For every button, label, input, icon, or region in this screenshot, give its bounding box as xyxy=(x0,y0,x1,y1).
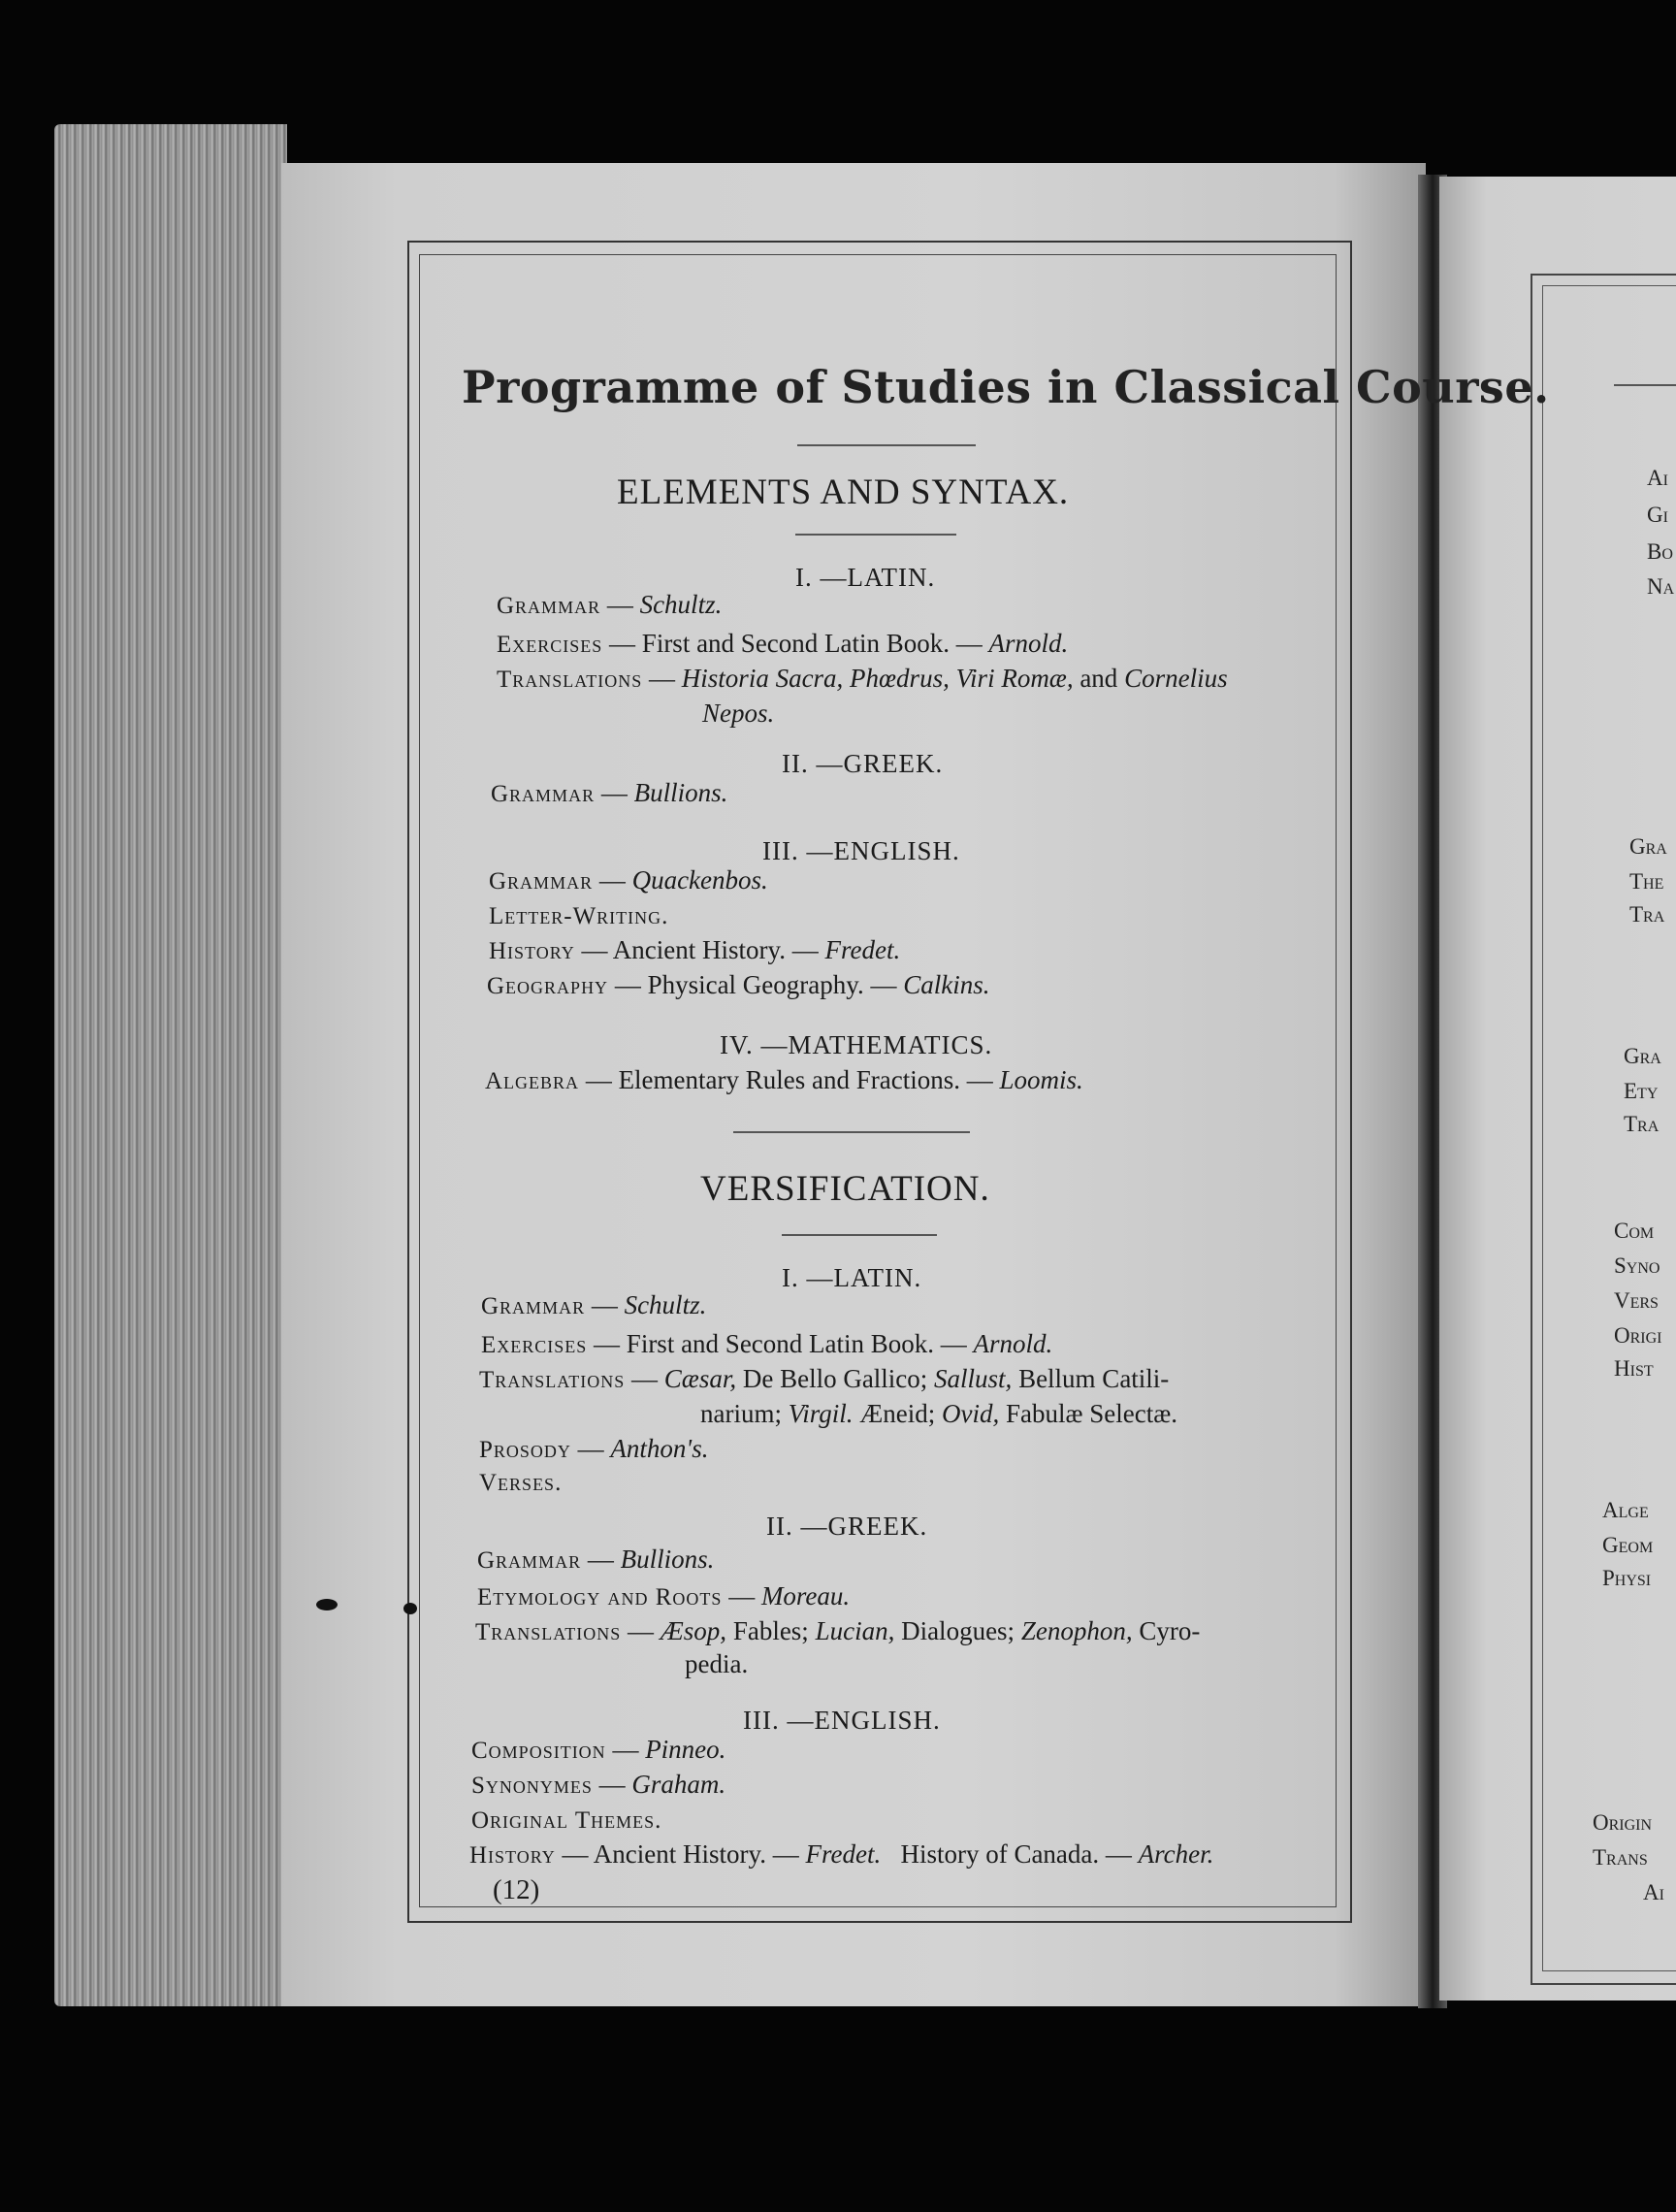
entry-text: Cornelius xyxy=(1124,664,1228,693)
right-fragment: Ai xyxy=(1643,1880,1664,1904)
entry-text: First and Second Latin Book. xyxy=(626,1329,935,1358)
entry-grammar: Grammar — Bullions. xyxy=(491,778,728,807)
subsection-heading: III. —ENGLISH. xyxy=(762,836,960,865)
entry-author: Bullions. xyxy=(633,778,728,807)
entry-author: Fredet. xyxy=(805,1839,882,1869)
entry-letter-writing xyxy=(489,900,668,930)
right-fragment: Physi xyxy=(1602,1566,1652,1590)
right-fragment: Com xyxy=(1614,1219,1655,1243)
entry-continuation: pedia. xyxy=(685,1649,749,1678)
entry-verses xyxy=(479,1467,562,1497)
entry-translations: Translations — Cæsar, De Bello Gallico; Sallust, Bellum Catili- xyxy=(479,1364,1170,1393)
entry-text: History of Canada. xyxy=(900,1839,1100,1869)
entry-author: Pinneo. xyxy=(645,1735,726,1764)
entry-author: Anthon's. xyxy=(610,1434,709,1463)
entry-grammar: Grammar — Bullions. xyxy=(477,1545,715,1574)
entry-history: History — Ancient History. — Fredet. xyxy=(489,935,901,964)
entry-author: Moreau. xyxy=(760,1581,851,1610)
entry-text: De Bello Gallico; xyxy=(742,1364,928,1393)
entry-label: Exercises xyxy=(481,1332,588,1358)
right-fragment: Tra xyxy=(1624,1112,1660,1136)
entry-continuation xyxy=(700,1399,1177,1429)
entry-label: Grammar xyxy=(497,593,601,619)
entry-label: Letter-Writing. xyxy=(489,903,669,929)
entry-text: Elementary Rules and Fractions. xyxy=(618,1065,960,1094)
entry-author: Virgil. xyxy=(788,1399,854,1428)
entry-translations: Translations — Historia Sacra, Phœdrus, Viri Romæ, and Cornelius xyxy=(497,664,1228,693)
entry-author: Graham. xyxy=(631,1770,726,1799)
page-title: Programme of Studies in Classical Course. xyxy=(462,361,1550,413)
section-divider xyxy=(733,1131,970,1133)
entry-original-themes xyxy=(471,1805,661,1835)
entry-text: Ancient History. xyxy=(593,1839,766,1869)
ink-blot xyxy=(403,1603,417,1614)
right-page-rule xyxy=(1614,384,1676,386)
entry-label: Grammar xyxy=(489,868,594,895)
subsection-heading: I. —LATIN. xyxy=(795,563,936,592)
entry-text: First and Second Latin Book. xyxy=(641,629,951,658)
entry-label: Prosody xyxy=(479,1437,571,1463)
section-heading: VERSIFICATION. xyxy=(700,1169,990,1209)
entry-author: Bullions. xyxy=(620,1545,715,1574)
right-fragment: Gra xyxy=(1629,834,1667,859)
entry-label: Grammar xyxy=(477,1547,582,1574)
entry-translations: Translations — Æsop, Fables; Lucian, Dialogues; Zenophon, Cyro- xyxy=(475,1616,1201,1645)
subsection-heading: I. —LATIN. xyxy=(782,1263,922,1292)
entry-text: Fables; xyxy=(732,1616,809,1645)
entry-continuation: Nepos. xyxy=(702,699,775,728)
entry-label: Exercises xyxy=(497,632,603,658)
entry-label: Composition xyxy=(471,1738,606,1764)
right-fragment: Hist xyxy=(1614,1356,1654,1381)
entry-label: Translations xyxy=(497,667,643,693)
entry-author: Calkins. xyxy=(903,970,990,999)
entry-author: Arnold. xyxy=(973,1329,1053,1358)
entry-label: History xyxy=(469,1842,556,1869)
entry-geography: Geography — Physical Geography. — Calkins. xyxy=(487,970,990,999)
right-fragment: Na xyxy=(1647,574,1675,599)
entry-author: Arnold. xyxy=(988,629,1069,658)
subsection-heading: IV. —MATHEMATICS. xyxy=(720,1030,993,1059)
section-rule xyxy=(795,534,956,536)
entry-text: Physical Geography. xyxy=(647,970,864,999)
right-fragment: Vers xyxy=(1614,1288,1659,1313)
entry-algebra: Algebra — Elementary Rules and Fractions. — Loomis. xyxy=(485,1065,1083,1094)
entry-label: Grammar xyxy=(481,1293,586,1319)
entry-author: Archer. xyxy=(1138,1839,1214,1869)
entry-author: Sallust, xyxy=(934,1364,1013,1393)
entry-author: Æsop, xyxy=(660,1616,727,1645)
right-fragment: Gra xyxy=(1624,1044,1661,1068)
entry-etymology: Etymology and Roots — Moreau. xyxy=(477,1581,851,1610)
entry-label: Synonymes xyxy=(471,1773,593,1799)
entry-author: Loomis. xyxy=(999,1065,1083,1094)
right-fragment: Alge xyxy=(1602,1498,1649,1522)
entry-label: Translations xyxy=(479,1367,626,1393)
subsection-heading: III. —ENGLISH. xyxy=(743,1706,941,1735)
entry-text: Cyro- xyxy=(1139,1616,1201,1645)
entry-label: Geography xyxy=(487,973,609,999)
entry-author: Schultz. xyxy=(639,590,723,619)
title-rule xyxy=(797,444,976,446)
entry-text: Fabulæ Selectæ. xyxy=(1005,1399,1177,1428)
entry-label: Grammar xyxy=(491,781,596,807)
right-fragment: Trans xyxy=(1593,1845,1648,1870)
right-fragment: Tra xyxy=(1629,902,1665,927)
right-fragment: Ety xyxy=(1624,1079,1659,1103)
entry-grammar: Grammar — Schultz. xyxy=(497,590,723,619)
section-rule xyxy=(782,1234,937,1236)
entry-author: Fredet. xyxy=(824,935,901,964)
entry-grammar: Grammar — Schultz. xyxy=(481,1290,707,1319)
right-fragment: Ai xyxy=(1647,466,1668,490)
ink-blot xyxy=(316,1599,338,1610)
entry-text: Æneid; xyxy=(859,1399,936,1428)
entry-text: and xyxy=(1080,664,1118,693)
entry-history: History — Ancient History. — Fredet. History of Canada. — Archer. xyxy=(469,1839,1214,1869)
entry-label: Translations xyxy=(475,1619,622,1645)
entry-label: History xyxy=(489,938,575,964)
right-fragment: Origi xyxy=(1614,1323,1662,1348)
entry-author: Cæsar, xyxy=(663,1364,737,1393)
subsection-heading: II. —GREEK. xyxy=(782,749,944,778)
right-fragment: Bo xyxy=(1647,539,1673,564)
right-fragment: Geom xyxy=(1602,1533,1654,1557)
entry-text: narium; xyxy=(700,1399,782,1428)
entry-prosody: Prosody — Anthon's. xyxy=(479,1434,709,1463)
entry-text: Dialogues; xyxy=(901,1616,1015,1645)
entry-label: Etymology and Roots xyxy=(477,1584,723,1610)
entry-author: Schultz. xyxy=(624,1290,707,1319)
entry-label: Algebra xyxy=(485,1068,580,1094)
entry-synonymes: Synonymes — Graham. xyxy=(471,1770,726,1799)
entry-text: Bellum Catili- xyxy=(1018,1364,1170,1393)
entry-label: Original Themes. xyxy=(471,1807,662,1834)
entry-text: Ancient History. xyxy=(612,935,786,964)
section-heading: ELEMENTS AND SYNTAX. xyxy=(617,472,1070,512)
entry-composition: Composition — Pinneo. xyxy=(471,1735,726,1764)
entry-author: Zenophon, xyxy=(1020,1616,1133,1645)
page-number: (12) xyxy=(493,1874,540,1905)
right-fragment: The xyxy=(1629,869,1664,894)
right-fragment: Origin xyxy=(1593,1810,1653,1835)
entry-label: Verses. xyxy=(479,1470,563,1496)
entry-exercises: Exercises — First and Second Latin Book. — Arnold. xyxy=(497,629,1069,658)
entry-text: Historia Sacra, Phœdrus, Viri Romæ, xyxy=(681,664,1074,693)
right-fragment: Gi xyxy=(1647,503,1668,527)
entry-author: Lucian, xyxy=(815,1616,895,1645)
entry-author: Ovid, xyxy=(941,1399,1000,1428)
right-fragment: Syno xyxy=(1614,1253,1660,1278)
entry-grammar: Grammar — Quackenbos. xyxy=(489,865,768,895)
entry-author: Quackenbos. xyxy=(631,865,768,895)
book-page-edges xyxy=(54,124,287,2006)
subsection-heading: II. —GREEK. xyxy=(766,1512,928,1541)
entry-exercises: Exercises — First and Second Latin Book. — Arnold. xyxy=(481,1329,1053,1358)
